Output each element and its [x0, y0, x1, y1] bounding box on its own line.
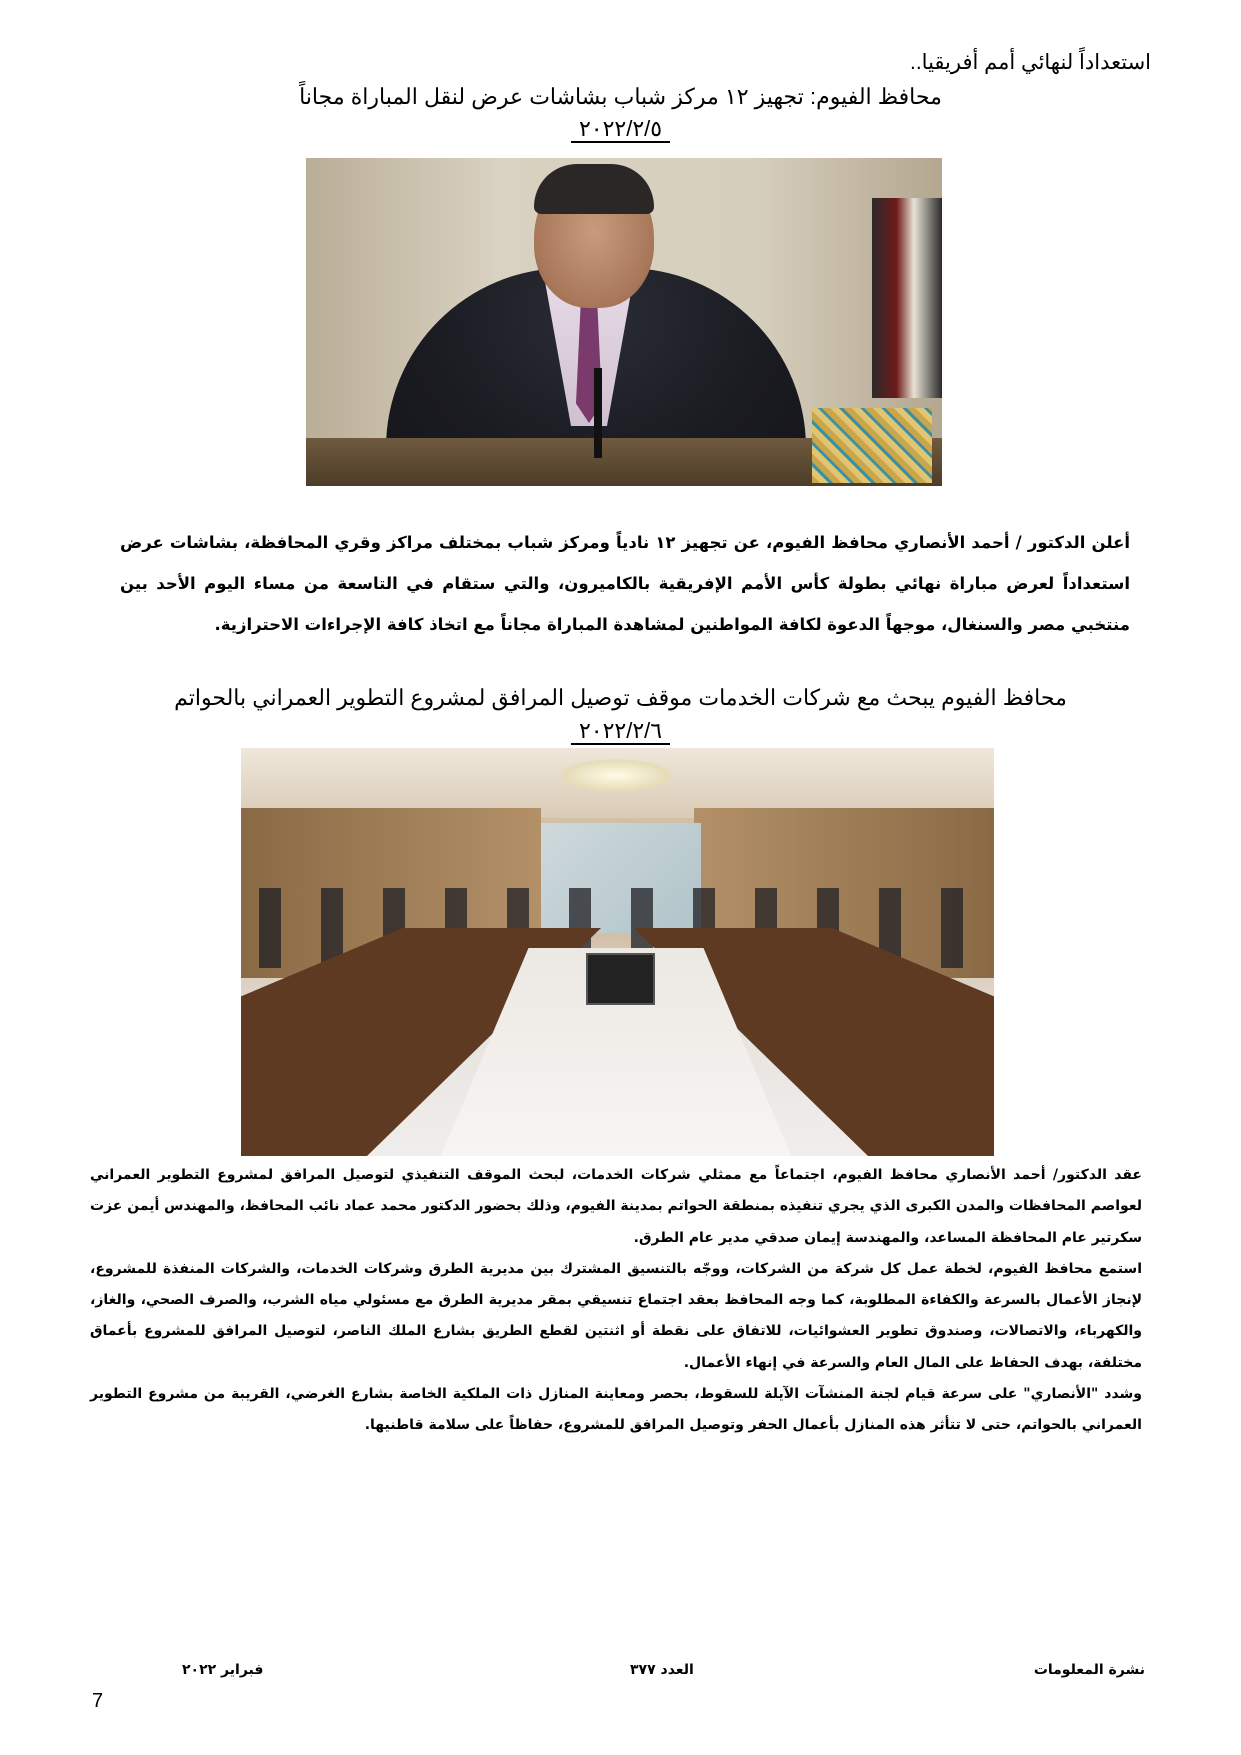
article1-date-text: ٢٠٢٢/٢/٥ [571, 116, 670, 143]
article1-headline: محافظ الفيوم: تجهيز ١٢ مركز شباب بشاشات عرض لنقل المباراة مجاناً [299, 84, 942, 109]
article1-body: أعلن الدكتور / أحمد الأنصاري محافظ الفيوم، عن تجهيز ١٢ نادياً ومركز شباب بمختلف مراكز وقري المحافظة، بشاشات عرض استعداداً لعرض مباراة نهائي بطولة كأس الأمم الإفريقية بالكاميرون، والتي ستقام في التاسعة من مساء اليوم الأحد بين منتخبي مصر والسنغال، موجهاً الدعوة لكافة المواطنين لمشاهدة المباراة مجاناً مع اتخاذ كافة الإجراءات الاحترازية. [120, 533, 1130, 634]
microphone-graphic [594, 368, 602, 458]
article2-body [90, 1160, 1142, 1442]
article2-paragraph: عقد الدكتور/ أحمد الأنصاري محافظ الفيوم، اجتماعاً مع ممثلي شركات الخدمات، لبحث الموقف التنفيذي لتوصيل المرافق لمشروع التطوير العمراني لعواصم المحافظات والمدن الكبرى الذي يجري تنفيذه بمنطقة الحواتم بمدينة الفيوم، وذلك بحضور الدكتور محمد عماد نائب المحافظ، والمهندس أيمن عزت سكرتير عام المحافظة المساعد، والمهندسة إيمان صدقي مدير عام الطرق. [90, 1167, 1142, 1246]
monitor-graphic [586, 953, 655, 1005]
article1-kicker: استعداداً لنهائي أمم أفريقيا.. [910, 51, 1151, 74]
article2-paragraph: استمع محافظ الفيوم، لخطة عمل كل شركة من الشركات، ووجّه بالتنسيق المشترك بين مديرية الطرق وشركات الخدمات، والشركات المنفذة للمشروع، لإنجاز الأعمال بالسرعة والكفاءة المطلوبة، كما وجه المحافظ بعقد اجتماع تنسيقي بمقر مديرية الطرق مع مسئولي مياه الشرب، والصرف الصحي، والغاز، والكهرباء، والاتصالات، وصندوق تطوير العشوائيات، للاتفاق على نقطة أو اثنتين لقطع الطريق بشارع الملك الناصر، لتوصيل المرافق للمشروع بأعماق مختلفة، بهدف الحفاظ على المال العام والسرعة في إنهاء الأعمال. [90, 1260, 1142, 1371]
footer-issue: العدد ٣٧٧ [630, 1662, 694, 1678]
article2-paragraph: وشدد "الأنصاري" على سرعة قيام لجنة المنشآت الآيلة للسقوط، بحصر ومعاينة المنازل ذات الملكية الخاصة بشارع الغرضي، القريبة من مشروع التطوير العمراني بالحواتم، حتى لا تتأثر هذه المنازل بأعمال الحفر وتوصيل المرافق للمشروع، حفاظاً على سلامة قاطنيها. [90, 1386, 1142, 1434]
footer-month: فبراير ٢٠٢٢ [182, 1662, 264, 1678]
article2-headline: محافظ الفيوم يبحث مع شركات الخدمات موقف توصيل المرافق لمشروع التطوير العمراني بالحواتم [174, 685, 1067, 710]
footer-publication: نشرة المعلومات [1033, 1662, 1145, 1678]
governor-photo [306, 158, 942, 486]
page-number: 7 [92, 1690, 104, 1712]
article2-date [0, 718, 1241, 744]
article1-date [0, 116, 1241, 142]
flag-graphic [872, 198, 942, 398]
article2-date-text: ٢٠٢٢/٢/٦ [571, 718, 670, 745]
chandelier-graphic [556, 758, 676, 793]
meeting-photo [241, 748, 994, 1156]
